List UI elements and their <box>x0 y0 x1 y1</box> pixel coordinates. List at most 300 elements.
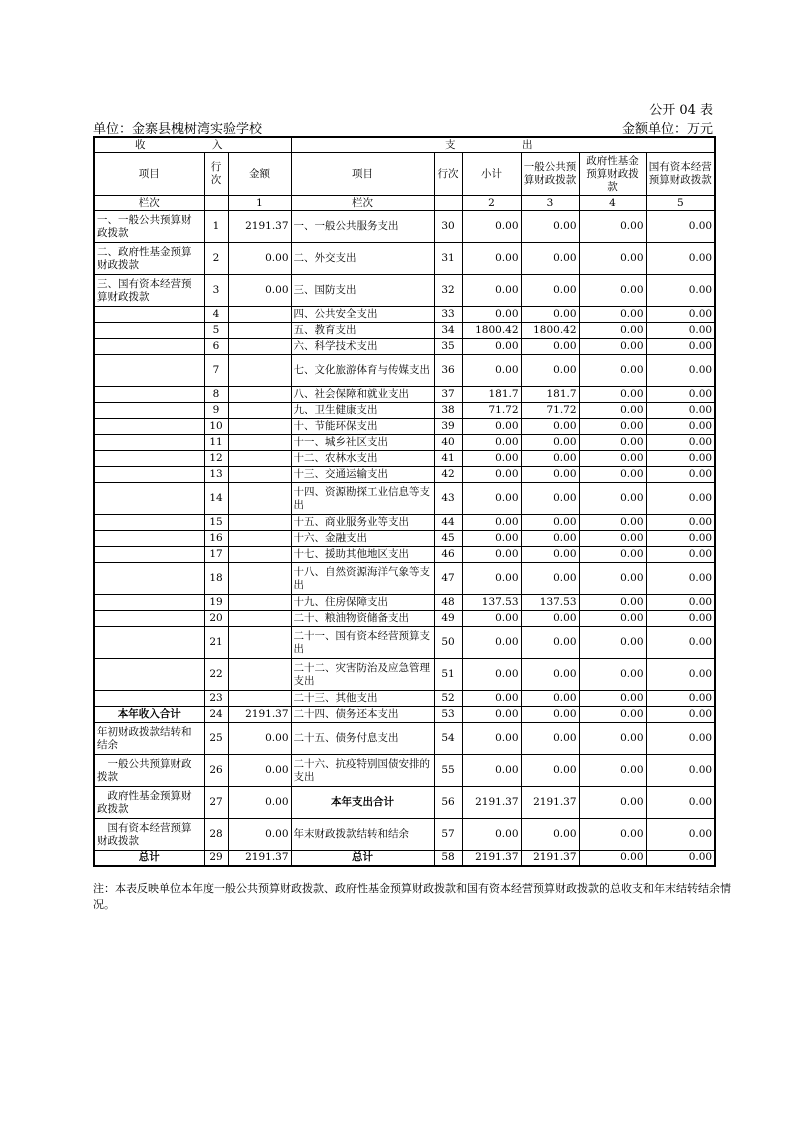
table-cell <box>94 611 204 627</box>
table-cell: 六、科学技术支出 <box>291 339 434 355</box>
table-cell: 0.00 <box>646 755 715 787</box>
table-cell: 十一、城乡社区支出 <box>291 435 434 451</box>
table-cell: 0.00 <box>228 723 291 755</box>
table-cell: 0.00 <box>579 387 646 403</box>
table-cell <box>228 307 291 323</box>
table-cell <box>94 659 204 691</box>
table-row <box>94 755 715 787</box>
table-cell: 2191.37 <box>228 211 291 243</box>
table-cell: 0.00 <box>462 707 521 723</box>
table-cell: 2191.37 <box>521 851 579 866</box>
table-cell: 本年支出合计 <box>291 787 434 819</box>
table-cell <box>228 611 291 627</box>
table-cell: 0.00 <box>646 435 715 451</box>
table-cell <box>94 323 204 339</box>
table-row <box>94 275 715 307</box>
table-row <box>94 611 715 627</box>
table-cell: 0.00 <box>579 691 646 707</box>
table-cell: 0.00 <box>521 275 579 307</box>
table-row <box>94 339 715 355</box>
table-cell: 0.00 <box>228 755 291 787</box>
table-row <box>94 627 715 659</box>
table-cell: 0.00 <box>462 435 521 451</box>
table-cell: 0.00 <box>228 243 291 275</box>
col-header-amount: 金额 <box>228 153 291 196</box>
table-cell: 0.00 <box>646 611 715 627</box>
table-cell: 0.00 <box>579 355 646 387</box>
table-cell <box>228 451 291 467</box>
table-cell: 181.7 <box>462 387 521 403</box>
table-cell: 0.00 <box>521 611 579 627</box>
table-cell: 0.00 <box>579 563 646 595</box>
table-cell: 0.00 <box>579 515 646 531</box>
table-row <box>94 707 715 723</box>
table-cell <box>228 531 291 547</box>
table-cell <box>94 691 204 707</box>
table-cell: 0.00 <box>521 659 579 691</box>
table-cell: 0.00 <box>579 755 646 787</box>
table-cell: 44 <box>434 515 462 531</box>
table-cell: 3 <box>204 275 228 307</box>
unit-label: 单位：金寨县槐树湾实验学校 <box>93 122 263 137</box>
table-cell: 137.53 <box>521 595 579 611</box>
table-cell: 46 <box>434 547 462 563</box>
col-header-exp-line: 行次 <box>434 153 462 196</box>
table-cell: 0.00 <box>521 755 579 787</box>
table-cell: 2191.37 <box>228 707 291 723</box>
table-cell: 34 <box>434 323 462 339</box>
table-cell: 9 <box>204 403 228 419</box>
table-cell: 三、国有资本经营预算财政拨款 <box>94 275 204 307</box>
table-cell: 九、卫生健康支出 <box>291 403 434 419</box>
table-cell: 0.00 <box>521 707 579 723</box>
table-row <box>94 563 715 595</box>
table-cell: 0.00 <box>646 355 715 387</box>
table-cell: 0.00 <box>462 275 521 307</box>
table-cell: 0.00 <box>579 403 646 419</box>
table-cell: 0.00 <box>579 819 646 851</box>
table-cell: 57 <box>434 819 462 851</box>
table-cell <box>94 435 204 451</box>
table-cell: 31 <box>434 243 462 275</box>
table-cell: 0.00 <box>579 467 646 483</box>
table-cell: 0.00 <box>646 659 715 691</box>
table-cell <box>94 403 204 419</box>
table-cell: 28 <box>204 819 228 851</box>
table-cell: 0.00 <box>521 243 579 275</box>
table-cell: 0.00 <box>521 451 579 467</box>
col-header-general: 一般公共预算财政拨款 <box>521 153 579 196</box>
table-cell: 0.00 <box>228 787 291 819</box>
table-cell <box>94 595 204 611</box>
table-cell: 十七、援助其他地区支出 <box>291 547 434 563</box>
table-cell <box>228 403 291 419</box>
table-cell <box>94 531 204 547</box>
table-cell: 0.00 <box>579 275 646 307</box>
table-cell: 一般公共预算财政拨款 <box>94 755 204 787</box>
table-cell <box>228 435 291 451</box>
table-cell: 0.00 <box>646 275 715 307</box>
table-cell: 0.00 <box>646 531 715 547</box>
table-cell: 十二、农林水支出 <box>291 451 434 467</box>
table-cell: 0.00 <box>646 515 715 531</box>
table-row <box>94 435 715 451</box>
table-cell: 54 <box>434 723 462 755</box>
table-cell: 2 <box>204 243 228 275</box>
table-cell: 0.00 <box>579 451 646 467</box>
table-cell: 8 <box>204 387 228 403</box>
table-cell: 0.00 <box>462 307 521 323</box>
table-cell: 三、国防支出 <box>291 275 434 307</box>
col-header-fund: 政府性基金预算财政拨款 <box>579 153 646 196</box>
table-cell: 2191.37 <box>462 787 521 819</box>
table-cell: 0.00 <box>521 483 579 515</box>
table-cell: 一、一般公共服务支出 <box>291 211 434 243</box>
table-cell: 0.00 <box>462 451 521 467</box>
table-cell: 十、节能环保支出 <box>291 419 434 435</box>
table-cell: 二十、粮油物资储备支出 <box>291 611 434 627</box>
money-unit-label: 金额单位：万元 <box>621 122 713 137</box>
table-cell <box>94 627 204 659</box>
table-cell: 0.00 <box>462 627 521 659</box>
table-cell: 二、外交支出 <box>291 243 434 275</box>
table-cell: 33 <box>434 307 462 323</box>
table-cell: 6 <box>204 339 228 355</box>
table-cell: 本年收入合计 <box>94 707 204 723</box>
table-body <box>94 211 715 866</box>
table-cell: 0.00 <box>646 483 715 515</box>
fiscal-appropriation-table <box>93 136 716 867</box>
table-cell: 0.00 <box>646 627 715 659</box>
table-cell: 51 <box>434 659 462 691</box>
colnum-cell: 栏次 <box>94 196 204 211</box>
table-row <box>94 467 715 483</box>
table-cell <box>94 467 204 483</box>
table-cell: 71.72 <box>521 403 579 419</box>
table-cell: 0.00 <box>462 531 521 547</box>
table-cell: 14 <box>204 483 228 515</box>
table-cell <box>228 515 291 531</box>
table-cell: 二十四、债务还本支出 <box>291 707 434 723</box>
table-cell <box>94 515 204 531</box>
table-cell: 二十二、灾害防治及应急管理支出 <box>291 659 434 691</box>
table-cell: 总计 <box>291 851 434 866</box>
table-cell: 58 <box>434 851 462 866</box>
table-cell: 12 <box>204 451 228 467</box>
table-cell: 0.00 <box>462 611 521 627</box>
table-cell: 0.00 <box>646 307 715 323</box>
table-cell: 0.00 <box>646 595 715 611</box>
table-cell: 国有资本经营预算财政拨款 <box>94 819 204 851</box>
table-cell: 0.00 <box>462 355 521 387</box>
table-cell: 0.00 <box>646 339 715 355</box>
table-cell: 43 <box>434 483 462 515</box>
table-cell: 0.00 <box>646 723 715 755</box>
table-cell: 0.00 <box>521 211 579 243</box>
col-header-subtotal: 小计 <box>462 153 521 196</box>
table-cell: 45 <box>434 531 462 547</box>
table-cell: 0.00 <box>579 787 646 819</box>
table-cell: 1800.42 <box>521 323 579 339</box>
table-cell: 19 <box>204 595 228 611</box>
table-row <box>94 515 715 531</box>
table-cell: 0.00 <box>521 307 579 323</box>
table-cell: 0.00 <box>579 323 646 339</box>
table-cell: 二十三、其他支出 <box>291 691 434 707</box>
table-cell: 17 <box>204 547 228 563</box>
table-cell: 0.00 <box>521 531 579 547</box>
table-cell: 0.00 <box>462 339 521 355</box>
table-cell: 0.00 <box>462 723 521 755</box>
table-cell: 0.00 <box>228 275 291 307</box>
expense-group-header: 支 出 <box>291 137 715 153</box>
col-header-state: 国有资本经营预算财政拨款 <box>646 153 715 196</box>
colnum-cell: 5 <box>646 196 715 211</box>
table-cell: 37 <box>434 387 462 403</box>
table-cell: 0.00 <box>521 627 579 659</box>
table-cell: 0.00 <box>579 707 646 723</box>
table-cell: 32 <box>434 275 462 307</box>
table-cell: 0.00 <box>521 467 579 483</box>
table-cell: 0.00 <box>579 531 646 547</box>
table-cell: 二十六、抗疫特别国债安排的支出 <box>291 755 434 787</box>
table-cell: 0.00 <box>646 819 715 851</box>
table-cell: 15 <box>204 515 228 531</box>
table-cell <box>94 563 204 595</box>
table-cell: 0.00 <box>579 547 646 563</box>
table-cell <box>228 563 291 595</box>
col-header-line: 行次 <box>204 153 228 196</box>
colnum-cell: 1 <box>228 196 291 211</box>
table-cell: 年末财政拨款结转和结余 <box>291 819 434 851</box>
table-cell: 0.00 <box>646 547 715 563</box>
table-row <box>94 531 715 547</box>
table-cell <box>228 483 291 515</box>
table-cell: 11 <box>204 435 228 451</box>
table-cell: 2191.37 <box>521 787 579 819</box>
table-row <box>94 483 715 515</box>
table-cell: 25 <box>204 723 228 755</box>
table-cell: 137.53 <box>462 595 521 611</box>
table-cell: 2191.37 <box>228 851 291 866</box>
table-cell: 49 <box>434 611 462 627</box>
table-cell <box>94 355 204 387</box>
table-row <box>94 851 715 866</box>
table-row <box>94 691 715 707</box>
table-row <box>94 787 715 819</box>
table-cell: 181.7 <box>521 387 579 403</box>
table-cell: 0.00 <box>462 547 521 563</box>
table-cell <box>228 355 291 387</box>
table-code: 公开 04 表 <box>649 103 713 118</box>
table-cell: 十九、住房保障支出 <box>291 595 434 611</box>
table-cell: 十五、商业服务业等支出 <box>291 515 434 531</box>
table-cell: 0.00 <box>462 515 521 531</box>
table-cell: 0.00 <box>579 611 646 627</box>
table-cell: 0.00 <box>579 307 646 323</box>
table-cell: 71.72 <box>462 403 521 419</box>
table-cell: 24 <box>204 707 228 723</box>
table-cell: 0.00 <box>646 211 715 243</box>
table-cell: 0.00 <box>521 563 579 595</box>
table-cell: 42 <box>434 467 462 483</box>
table-cell: 0.00 <box>462 659 521 691</box>
table-cell: 0.00 <box>646 707 715 723</box>
table-cell: 27 <box>204 787 228 819</box>
table-cell: 1800.42 <box>462 323 521 339</box>
table-cell: 0.00 <box>579 243 646 275</box>
table-row <box>94 387 715 403</box>
table-cell: 十六、金融支出 <box>291 531 434 547</box>
table-cell: 1 <box>204 211 228 243</box>
table-cell: 0.00 <box>521 435 579 451</box>
table-cell: 总计 <box>94 851 204 866</box>
table-cell: 0.00 <box>646 467 715 483</box>
income-group-header: 收 入 <box>94 137 291 153</box>
table-cell: 0.00 <box>462 211 521 243</box>
table-cell: 47 <box>434 563 462 595</box>
table-cell <box>228 659 291 691</box>
table-cell: 40 <box>434 435 462 451</box>
table-cell: 0.00 <box>462 243 521 275</box>
table-cell: 0.00 <box>579 339 646 355</box>
table-row <box>94 355 715 387</box>
table-cell: 10 <box>204 419 228 435</box>
table-cell: 41 <box>434 451 462 467</box>
table-cell: 0.00 <box>579 723 646 755</box>
table-row <box>94 419 715 435</box>
col-header-exp-item: 项目 <box>291 153 434 196</box>
table-cell <box>228 323 291 339</box>
colnum-cell <box>434 196 462 211</box>
table-cell: 0.00 <box>579 419 646 435</box>
table-cell: 0.00 <box>646 387 715 403</box>
table-cell: 0.00 <box>646 243 715 275</box>
table-cell: 0.00 <box>646 323 715 339</box>
table-cell: 16 <box>204 531 228 547</box>
table-cell: 0.00 <box>462 691 521 707</box>
table-cell: 0.00 <box>579 595 646 611</box>
table-cell: 13 <box>204 467 228 483</box>
table-cell: 四、公共安全支出 <box>291 307 434 323</box>
table-cell <box>94 547 204 563</box>
table-cell: 0.00 <box>646 419 715 435</box>
table-cell: 0.00 <box>462 419 521 435</box>
table-cell: 0.00 <box>462 467 521 483</box>
table-cell: 0.00 <box>228 819 291 851</box>
table-cell <box>228 547 291 563</box>
table-row <box>94 723 715 755</box>
table-row <box>94 307 715 323</box>
table-cell <box>94 419 204 435</box>
table-cell: 0.00 <box>462 483 521 515</box>
table-cell: 0.00 <box>521 339 579 355</box>
table-cell: 0.00 <box>521 723 579 755</box>
table-row <box>94 451 715 467</box>
table-cell: 53 <box>434 707 462 723</box>
table-cell: 2191.37 <box>462 851 521 866</box>
table-cell <box>228 467 291 483</box>
table-cell <box>94 339 204 355</box>
table-cell: 0.00 <box>579 851 646 866</box>
table-cell <box>228 387 291 403</box>
table-cell: 0.00 <box>579 483 646 515</box>
table-cell: 0.00 <box>462 755 521 787</box>
table-cell: 十三、交通运输支出 <box>291 467 434 483</box>
table-cell: 29 <box>204 851 228 866</box>
table-row <box>94 211 715 243</box>
table-cell: 二十五、债务付息支出 <box>291 723 434 755</box>
table-cell: 22 <box>204 659 228 691</box>
table-cell: 0.00 <box>579 211 646 243</box>
table-cell: 0.00 <box>646 563 715 595</box>
table-cell: 0.00 <box>579 435 646 451</box>
table-cell: 23 <box>204 691 228 707</box>
table-cell: 35 <box>434 339 462 355</box>
colnum-cell: 2 <box>462 196 521 211</box>
table-cell: 七、文化旅游体育与传媒支出 <box>291 355 434 387</box>
table-cell: 38 <box>434 403 462 419</box>
table-cell: 十四、资源勘探工业信息等支出 <box>291 483 434 515</box>
table-cell: 0.00 <box>521 515 579 531</box>
table-cell <box>94 387 204 403</box>
colnum-cell: 4 <box>579 196 646 211</box>
table-cell: 0.00 <box>646 851 715 866</box>
table-row <box>94 659 715 691</box>
table-cell: 0.00 <box>646 787 715 819</box>
table-cell: 18 <box>204 563 228 595</box>
table-cell: 年初财政拨款结转和结余 <box>94 723 204 755</box>
table-cell: 五、教育支出 <box>291 323 434 339</box>
table-cell: 0.00 <box>521 819 579 851</box>
table-cell: 39 <box>434 419 462 435</box>
table-cell: 0.00 <box>521 547 579 563</box>
table-cell: 0.00 <box>521 419 579 435</box>
table-cell <box>94 451 204 467</box>
table-cell: 十八、自然资源海洋气象等支出 <box>291 563 434 595</box>
table-cell: 50 <box>434 627 462 659</box>
table-cell <box>94 307 204 323</box>
table-cell: 21 <box>204 627 228 659</box>
table-cell: 0.00 <box>521 355 579 387</box>
table-row <box>94 547 715 563</box>
table-cell: 0.00 <box>579 659 646 691</box>
table-cell: 0.00 <box>646 451 715 467</box>
table-cell: 八、社会保障和就业支出 <box>291 387 434 403</box>
table-cell: 30 <box>434 211 462 243</box>
colnum-cell: 3 <box>521 196 579 211</box>
table-cell: 0.00 <box>646 403 715 419</box>
table-cell: 政府性基金预算财政拨款 <box>94 787 204 819</box>
table-cell: 二十一、国有资本经营预算支出 <box>291 627 434 659</box>
table-note: 注：本表反映单位本年度一般公共预算财政拨款、政府性基金预算财政拨款和国有资本经营预算财政拨款的总收支和年末结转结余情况。 <box>93 882 731 911</box>
table-cell: 7 <box>204 355 228 387</box>
table-cell: 56 <box>434 787 462 819</box>
table-row <box>94 403 715 419</box>
col-header-item: 项目 <box>94 153 204 196</box>
table-cell <box>94 483 204 515</box>
table-cell: 52 <box>434 691 462 707</box>
table-cell: 0.00 <box>462 563 521 595</box>
table-cell: 0.00 <box>521 691 579 707</box>
column-number-row <box>94 196 715 211</box>
table-cell <box>228 627 291 659</box>
table-cell: 0.00 <box>646 691 715 707</box>
table-row <box>94 243 715 275</box>
table-cell: 二、政府性基金预算财政拨款 <box>94 243 204 275</box>
table-row <box>94 595 715 611</box>
table-cell <box>228 595 291 611</box>
